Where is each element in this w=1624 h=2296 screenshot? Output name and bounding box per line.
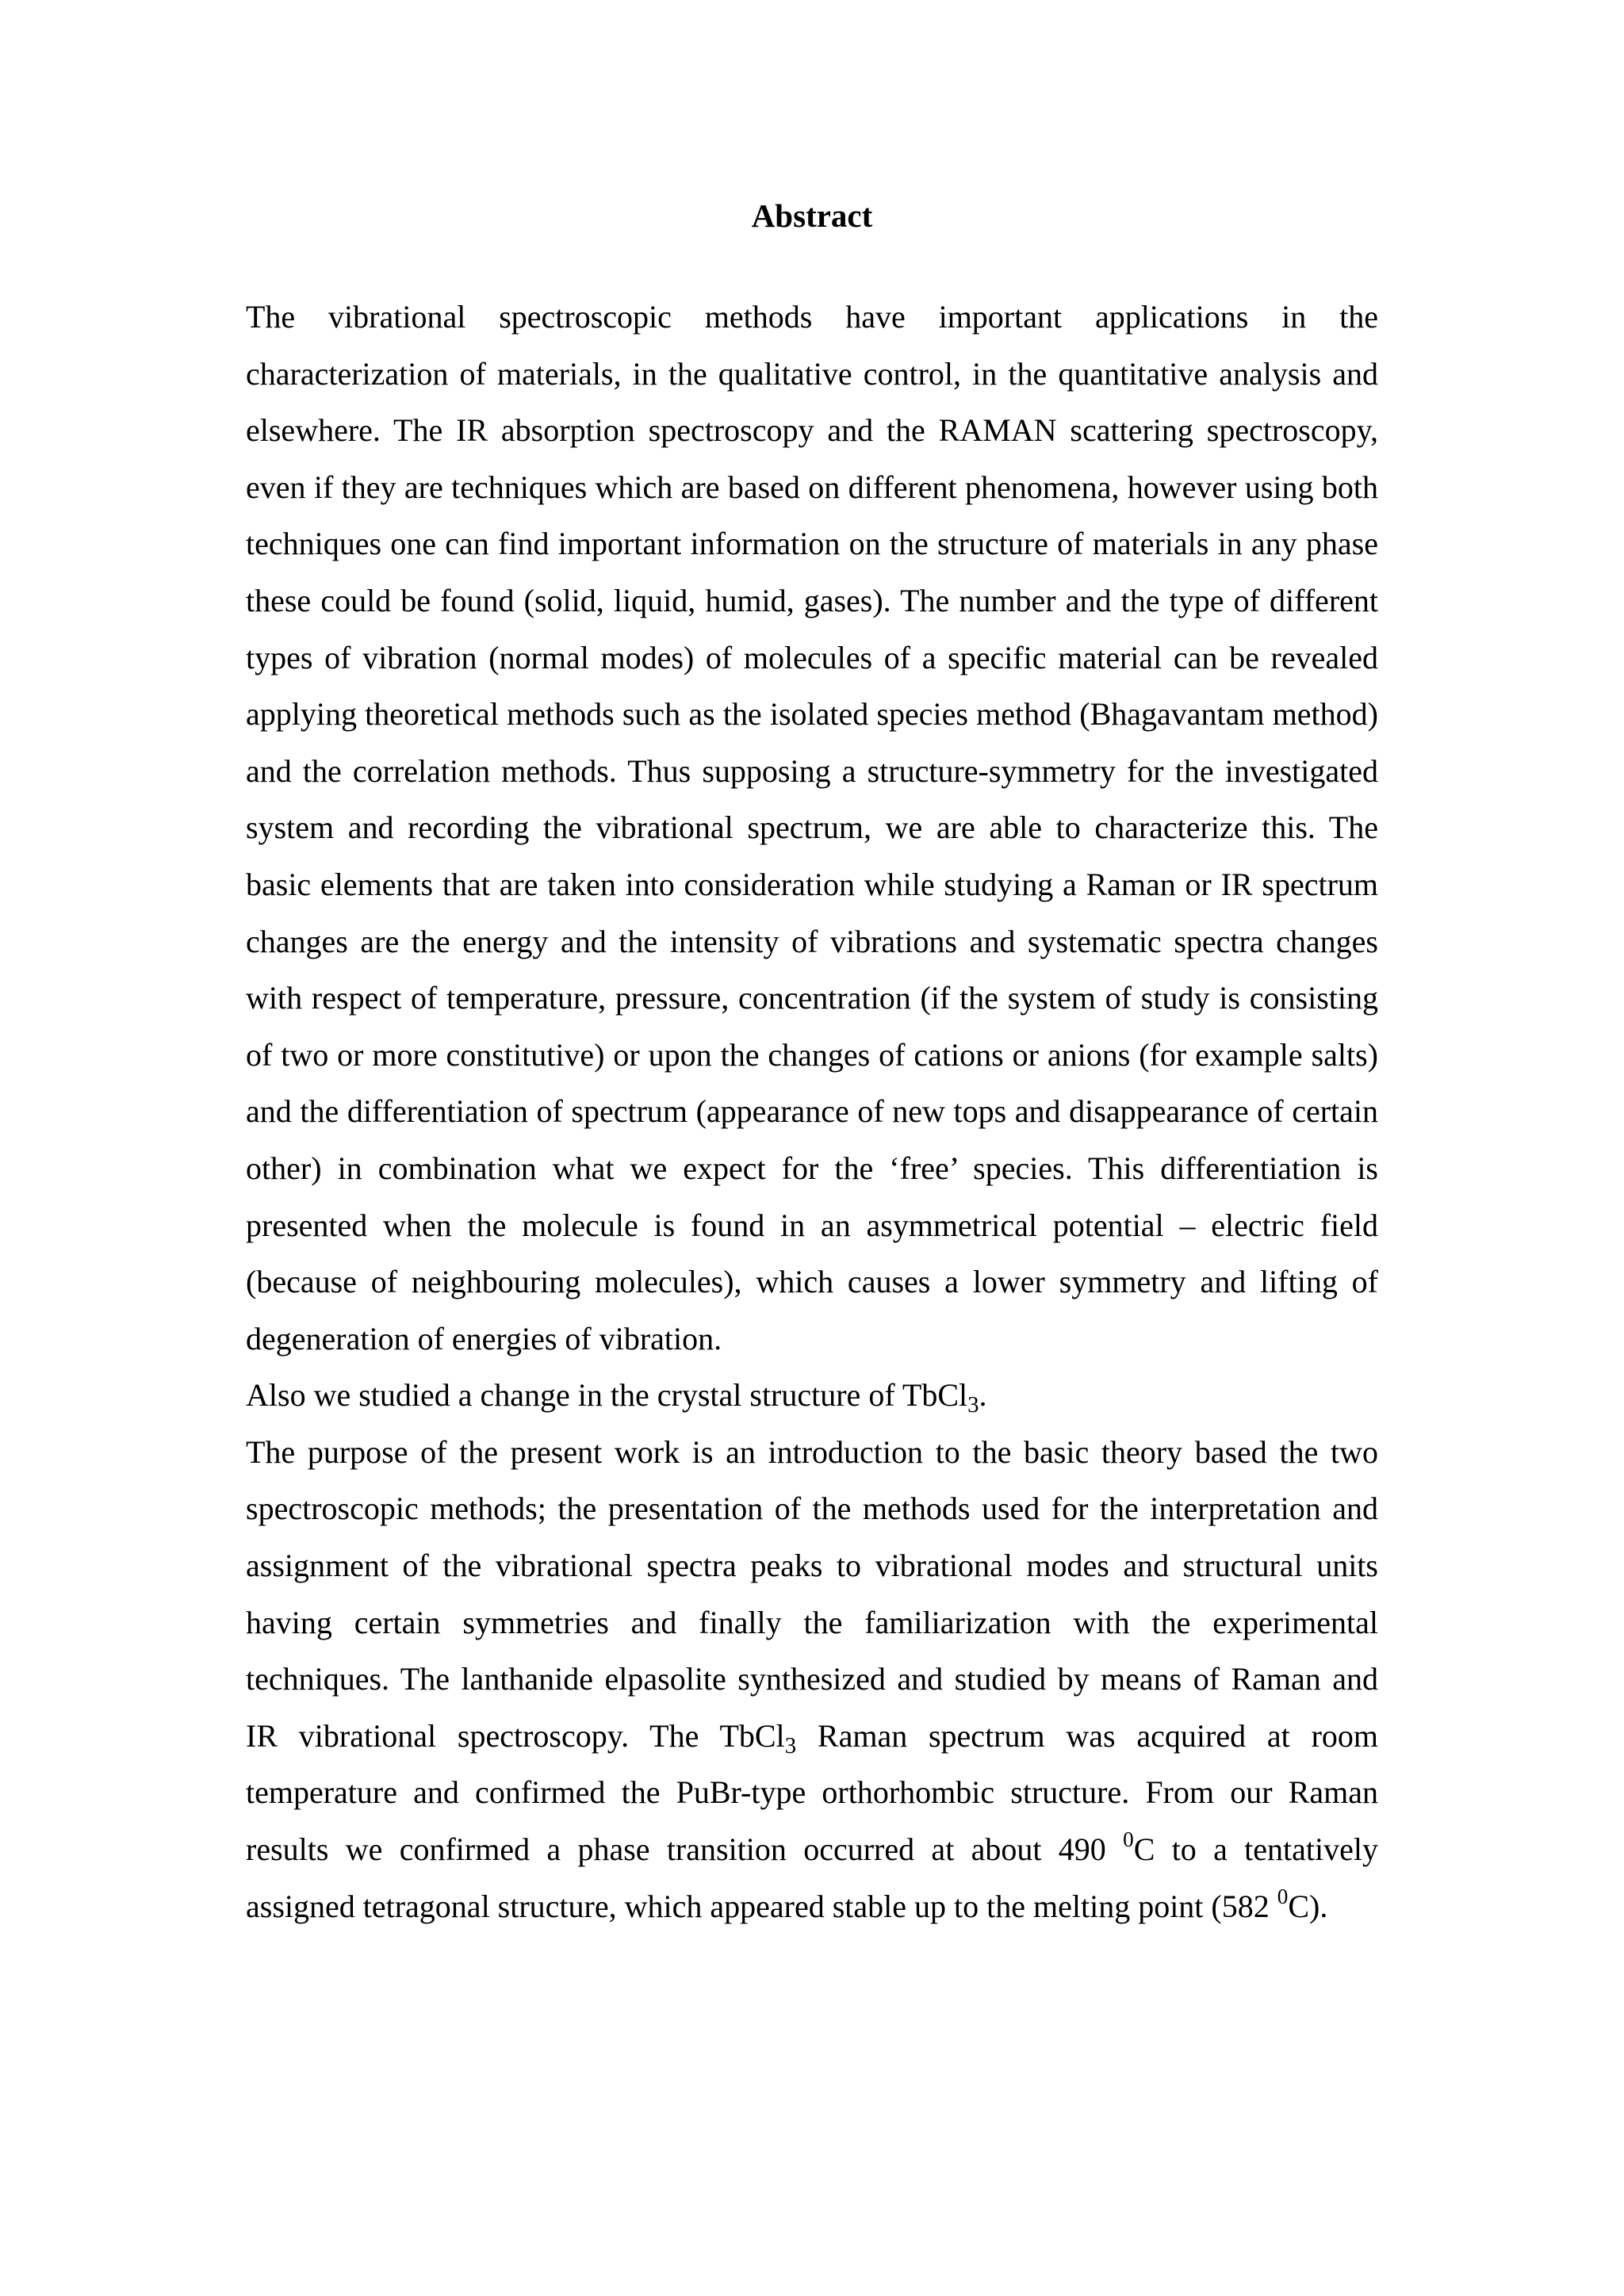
abstract-body — [246, 289, 1378, 1934]
purpose-text-3: C to a tentatively assigned tetragonal structure, which appeared stable up to the melting point (582 — [246, 1831, 1379, 1924]
purpose-text-1: The purpose of the present work is an introduction to the basic theory based the two spectroscopic methods; the presentation of the methods used for the interpretation and assignment of the vibrational spectra peaks to vibrational modes and structural units having certain symmetries and finally the familiarization with the experimental techniques. The lanthanide elpasolite synthesized and studied by means of Raman and IR vibrational spectroscopy. The TbCl — [246, 1433, 1378, 1754]
paragraph-2-text: Also we studied a change in the crystal structure of TbCl — [246, 1377, 968, 1414]
paragraph-purpose — [246, 1424, 1378, 1934]
paragraph-tbcl3-change — [246, 1367, 1378, 1424]
subscript-3: 3 — [967, 1392, 979, 1418]
subscript-3: 3 — [784, 1732, 797, 1758]
purpose-text-2: Raman spectrum was acquired at room temperature and confirmed the PuBr-type orthorhombic structure. From our Raman results we confirmed a phase transition occurred at about 490 — [246, 1717, 1379, 1868]
degree-superscript: 0 — [1277, 1884, 1289, 1908]
abstract-heading: Abstract — [751, 197, 873, 234]
purpose-text-4: C). — [1288, 1888, 1328, 1924]
degree-superscript: 0 — [1123, 1827, 1134, 1852]
paragraph-intro: The vibrational spectroscopic methods have important applications in the characterization of materials, in the qualitative control, in the quantitative analysis and elsewhere. The IR absorption spectroscopy and the RAMAN scattering spectroscopy, even if they are techniques which are based on different phenomena, however using both techniques one can find important information on the structure of materials in any phase these could be found (solid, liquid, humid, gases). The number and the type of different types of vibration (normal modes) of molecules of a specific material can be revealed applying theoretical methods such as the isolated species method (Bhagavantam method) and the correlation methods. Thus supposing a structure-symmetry for the investigated system and recording the vibrational spectrum, we are able to characterize this. The basic elements that are taken into consideration while studying a Raman or IR spectrum changes are the energy and the intensity of vibrations and systematic spectra changes with respect of temperature, pressure, concentration (if the system of study is consisting of two or more constitutive) or upon the changes of cations or anions (for example salts) and the differentiation of spectrum (appearance of new tops and disappearance of certain other) in combination what we expect for the ‘free’ species. This differentiation is presented when the molecule is found in an asymmetrical potential – electric field (because of neighbouring molecules), which causes a lower symmetry and lifting of degeneration of energies of vibration. — [246, 299, 1378, 1357]
paragraph-2-period: . — [979, 1377, 987, 1414]
